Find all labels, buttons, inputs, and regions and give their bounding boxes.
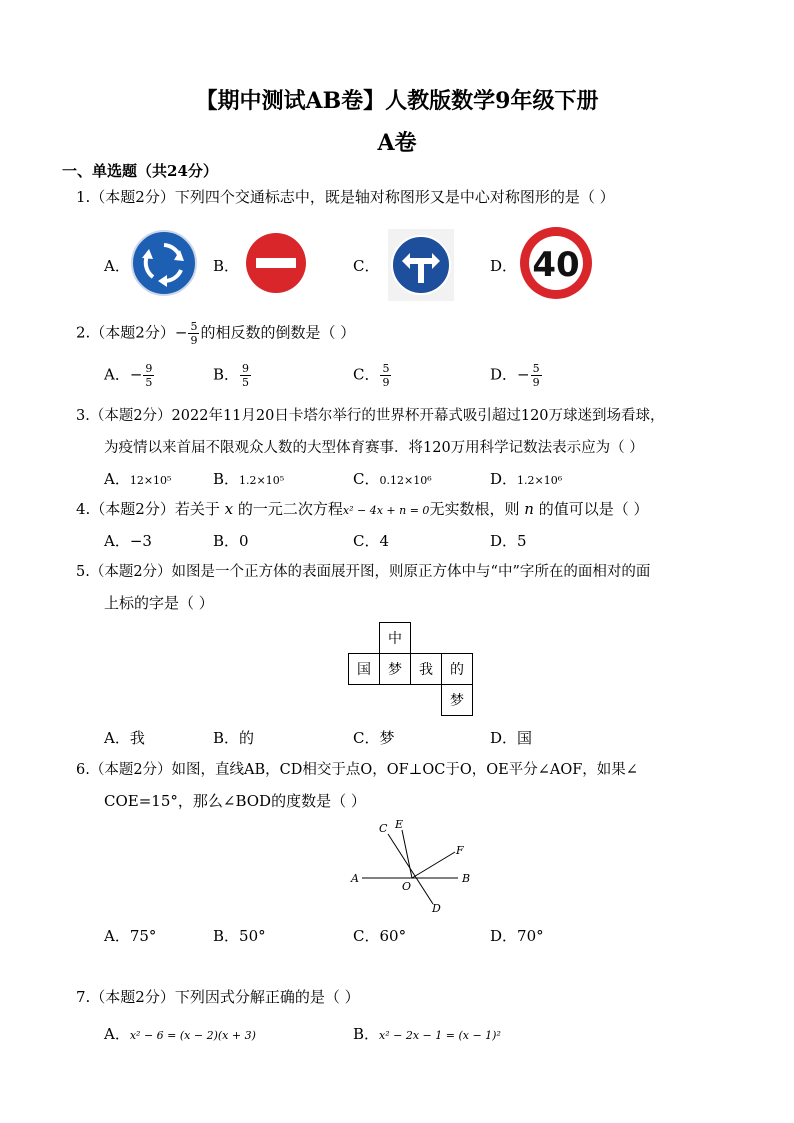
net-face: 国 xyxy=(349,654,380,685)
q3-option-d: D．1.2×10⁶ xyxy=(490,470,563,488)
q2-option-b: B． $\frac{9}{5}$ xyxy=(213,362,250,389)
q3-line2: 为疫情以来首届不限观众人数的大型体育赛事．将120万用科学记数法表示应为（ ） xyxy=(104,440,644,456)
q6-option-d: D．70° xyxy=(490,927,544,945)
point-d-label: D xyxy=(432,902,441,915)
q2-fraction: $\frac{5}{9}$ xyxy=(190,320,198,347)
net-face: 我 xyxy=(411,654,442,685)
q7-option-b: B．x² − 2x − 1 = (x − 1)² xyxy=(353,1025,501,1043)
q1-label-c: C． xyxy=(353,257,380,275)
q2-suffix: 的相反数的倒数是（ ） xyxy=(200,323,356,342)
q5-option-a: A．我 xyxy=(104,729,145,747)
net-face-bottom: 梦 xyxy=(442,685,473,716)
q5-option-d: D．国 xyxy=(490,729,533,747)
point-f-label: F xyxy=(456,844,464,857)
q2-stem: 2.（本题2分）− $\frac{5}{9}$ 的相反数的倒数是（ ） xyxy=(76,320,356,347)
q7-option-a: A．x² − 6 = (x − 2)(x + 3) xyxy=(104,1025,256,1043)
q4-option-b: B．0 xyxy=(213,532,249,550)
section-heading: 一、单选题（共24分） xyxy=(62,162,218,180)
page-title: 【期中测试AB卷】人教版数学9年级下册 xyxy=(195,88,599,114)
q3-option-b: B．1.2×10⁵ xyxy=(213,470,285,488)
point-b-label: B xyxy=(462,872,471,885)
q2-option-c: C． $\frac{5}{9}$ xyxy=(353,362,390,389)
q2-option-a: A．− $\frac{9}{5}$ xyxy=(104,362,153,389)
q5-line2: 上标的字是（ ） xyxy=(104,594,214,612)
q2-prefix: 2.（本题2分） xyxy=(76,323,175,342)
q3-option-a: A．12×10⁵ xyxy=(104,470,172,488)
speed-limit-sign-icon xyxy=(518,226,594,300)
net-face-top: 中 xyxy=(380,623,411,654)
q7-stem: 7.（本题2分）下列因式分解正确的是（ ） xyxy=(76,988,360,1006)
q4-option-a: A．−3 xyxy=(104,532,152,550)
q6-option-b: B．50° xyxy=(213,927,266,945)
q1-label-a: A． xyxy=(104,257,130,275)
direction-sign-icon xyxy=(388,229,454,301)
q3-option-c: C．0.12×10⁶ xyxy=(353,470,432,488)
point-o-label: O xyxy=(402,880,412,893)
q2-option-d: D．− $\frac{5}{9}$ xyxy=(490,362,540,389)
net-face: 梦 xyxy=(380,654,411,685)
q5-option-b: B．的 xyxy=(213,729,255,747)
point-c-label: C xyxy=(379,822,388,835)
q4-equation: x² − 4x + n = 0 xyxy=(342,504,430,517)
angle-diagram xyxy=(340,812,490,918)
q1-label-b: B． xyxy=(213,257,240,275)
q1-label-d: D． xyxy=(490,257,518,275)
q3-line1: 3.（本题2分）2022年11月20日卡塔尔举行的世界杯开幕式吸引超过120万球迷到场看球， xyxy=(76,408,665,424)
q1-stem: 1.（本题2分）下列四个交通标志中，既是轴对称图形又是中心对称图形的是（ ） xyxy=(76,188,615,206)
q5-option-c: C．梦 xyxy=(353,729,395,747)
q6-option-c: C．60° xyxy=(353,927,407,945)
page-subtitle: A卷 xyxy=(377,130,417,156)
q5-line1: 5.（本题2分）如图是一个正方体的表面展开图，则原正方体中与“中”字所在的面相对的面 xyxy=(76,564,651,580)
q4-option-c: C．4 xyxy=(353,532,390,550)
net-face: 的 xyxy=(442,654,473,685)
point-e-label: E xyxy=(395,818,404,831)
speed-limit-number: 40 xyxy=(532,245,580,285)
q4-option-d: D．5 xyxy=(490,532,527,550)
q6-option-a: A．75° xyxy=(104,927,157,945)
roundabout-sign-icon xyxy=(131,230,197,296)
cube-net-diagram xyxy=(348,622,473,716)
point-a-label: A xyxy=(351,872,359,885)
q4-stem: 4.（本题2分）若关于 x 的一元二次方程x² − 4x + n = 0无实数根，则 n 的值可以是（ ） xyxy=(76,500,649,518)
q6-line1: 6.（本题2分）如图，直线AB，CD相交于点O，OF⊥OC于O，OE平分∠AOF，如果∠ xyxy=(76,762,638,778)
q6-line2: COE=15°，那么∠BOD的度数是（ ） xyxy=(104,792,366,810)
no-entry-sign-icon xyxy=(244,232,308,294)
